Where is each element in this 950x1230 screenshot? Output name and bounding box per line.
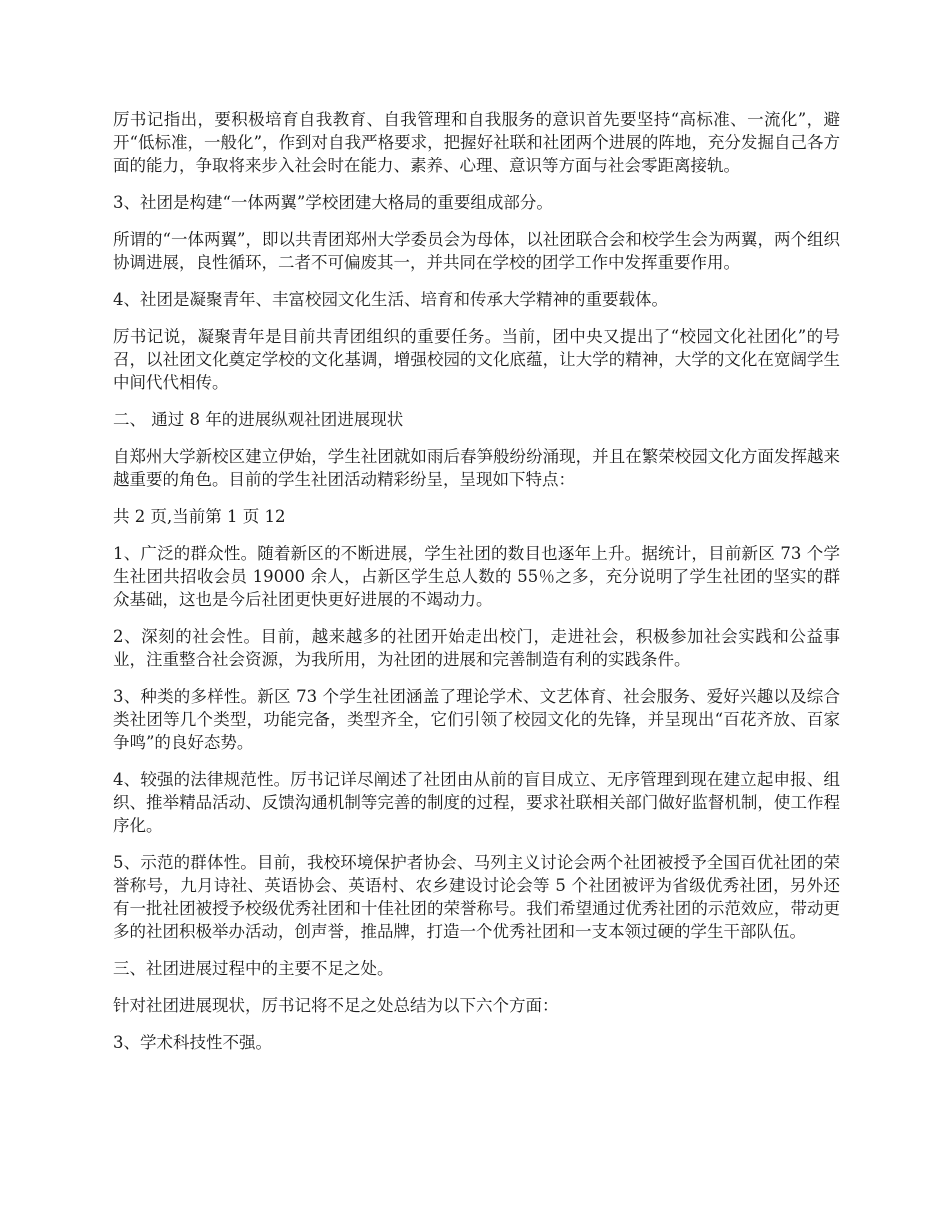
paragraph-point-4: 4、社团是凝聚青年、丰富校园文化生活、培育和传承大学精神的重要载体。 bbox=[113, 290, 668, 309]
paragraph-intro: 厉书记指出，要积极培育自我教育、自我管理和自我服务的意识首先要坚持“高标准、一流化”，避开“低标准，一般化”，作到对自我严格要求，把握好社联和社团两个进展的阵地，充分发掘自己各方面的能力，争取将来步入社会时在能力、素养、心理、意识等方面与社会零距离接轨。 bbox=[113, 110, 840, 175]
list-item-4: 4、较强的法律规范性。厉书记详尽阐述了社团由从前的盲目成立、无序管理到现在建立起申报、组织、推举精品活动、反馈沟通机制等完善的制度的过程，要求社联相关部门做好监督机制，使工作程序化。 bbox=[113, 770, 840, 835]
section-heading-2: 二、 通过 8 年的进展纵观社团进展现状 bbox=[113, 410, 404, 429]
document-page bbox=[113, 108, 840, 1068]
section-heading-3: 三、社团进展过程中的主要不足之处。 bbox=[113, 959, 394, 978]
paragraph-youth: 厉书记说，凝聚青年是目前共青团组织的重要任务。当前，团中央又提出了“校园文化社团化”的号召，以社团文化奠定学校的文化基调，增强校园的文化底蕴，让大学的精神，大学的文化在宽阔学生中间代代相传。 bbox=[113, 327, 840, 392]
list-item-5: 5、示范的群体性。目前，我校环境保护者协会、马列主义讨论会两个社团被授予全国百优社团的荣誉称号，九月诗社、英语协会、英语村、农乡建设讨论会等 5 个社团被评为省级优秀社团，另外还有一批社团被授予校级优秀社团和十佳社团的荣誉称号。我们希望通过优秀社团的示范效应，带动更多的社团积极举办活动，创声誉，推品牌，打造一个优秀社团和一支本领过硬的学生干部队伍。 bbox=[113, 853, 840, 941]
page-indicator: 共 2 页,当前第 1 页 12 bbox=[113, 507, 286, 526]
list-item-1: 1、广泛的群众性。随着新区的不断进展，学生社团的数目也逐年上升。据统计，目前新区 73 个学生社团共招收会员 19000 余人，占新区学生总人数的 55％之多，充分说明了学生社团的坚实的群众基础，这也是今后社团更快更好进展的不竭动力。 bbox=[113, 544, 840, 609]
paragraph-point-3: 3、社团是构建“一体两翼”学校团建大格局的重要组成部分。 bbox=[113, 193, 553, 212]
list-item-3: 3、种类的多样性。新区 73 个学生社团涵盖了理论学术、文艺体育、社会服务、爱好兴趣以及综合类社团等几个类型，功能完备，类型齐全，它们引领了校园文化的先锋，并呈现出“百花齐放、百家争鸣”的良好态势。 bbox=[113, 687, 840, 752]
paragraph-status: 自郑州大学新校区建立伊始，学生社团就如雨后春笋般纷纷涌现，并且在繁荣校园文化方面发挥越来越重要的角色。目前的学生社团活动精彩纷呈，呈现如下特点： bbox=[113, 447, 840, 489]
paragraph-shortcomings: 针对社团进展现状，厉书记将不足之处总结为以下六个方面： bbox=[113, 996, 559, 1015]
paragraph-one-body-two-wings: 所谓的“一体两翼”，即以共青团郑州大学委员会为母体，以社团联合会和校学生会为两翼，两个组织协调进展，良性循环，二者不可偏废其一，并共同在学校的团学工作中发挥重要作用。 bbox=[113, 230, 840, 272]
list-item-2: 2、深刻的社会性。目前，越来越多的社团开始走出校门，走进社会，积极参加社会实践和公益事业，注重整合社会资源，为我所用，为社团的进展和完善制造有利的实践条件。 bbox=[113, 627, 840, 669]
list-item-shortcoming-3: 3、学术科技性不强。 bbox=[113, 1033, 272, 1052]
